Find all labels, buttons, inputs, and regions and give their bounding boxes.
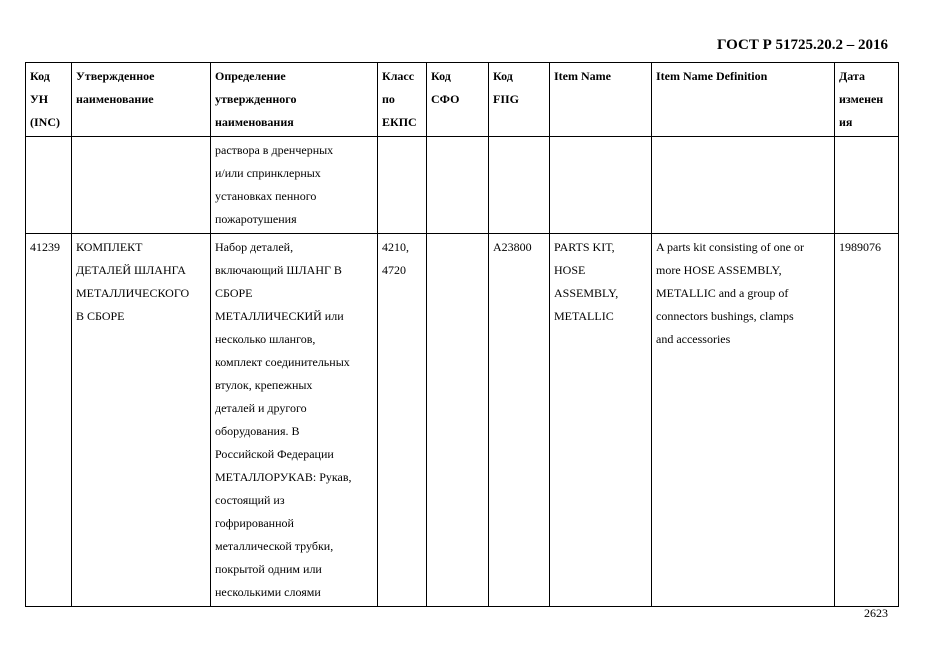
header-line: Определение xyxy=(215,69,286,83)
header-definition xyxy=(211,63,378,137)
header-line: ЕКПС xyxy=(382,115,417,129)
cell-line: гофрированной xyxy=(215,516,294,530)
header-line: наименования xyxy=(215,115,294,129)
cell-line: Российской Федерации xyxy=(215,447,334,461)
cell-line: more HOSE ASSEMBLY, xyxy=(656,263,782,277)
cell-line: несколько шлангов, xyxy=(215,332,316,346)
cell-line: Набор деталей, xyxy=(215,240,294,254)
cell-line: HOSE xyxy=(554,263,586,277)
cell-line: 4210, xyxy=(382,240,409,254)
header-line: по xyxy=(382,92,395,106)
cell-line: A23800 xyxy=(493,240,532,254)
cell-line: металлической трубки, xyxy=(215,539,334,553)
cell-line: и/или спринклерных xyxy=(215,166,321,180)
cell-line: пожаротушения xyxy=(215,212,297,226)
cell-line: ASSEMBLY, xyxy=(554,286,619,300)
cell-line: комплект соединительных xyxy=(215,355,350,369)
cell-line: несколькими слоями xyxy=(215,585,321,599)
cell-item-name xyxy=(550,234,652,607)
cell-line: раствора в дренчерных xyxy=(215,143,334,157)
header-fiig-code xyxy=(489,63,550,137)
cell-line: оборудования. В xyxy=(215,424,300,438)
cell-line: КОМПЛЕКТ xyxy=(76,240,143,254)
cell-item-name-definition xyxy=(652,137,835,234)
cell-line: МЕТАЛЛОРУКАВ: Рукав, xyxy=(215,470,352,484)
header-line: Item Name xyxy=(554,69,611,83)
cell-item-name-definition xyxy=(652,234,835,607)
cell-line: МЕТАЛЛИЧЕСКОГО xyxy=(76,286,190,300)
header-change-date xyxy=(835,63,899,137)
header-line: Код xyxy=(493,69,513,83)
table-row xyxy=(26,137,899,234)
header-ekps-class xyxy=(378,63,427,137)
document-standard-title: ГОСТ Р 51725.20.2 – 2016 xyxy=(716,37,888,53)
header-line: FIIG xyxy=(493,92,520,106)
cell-approved-name xyxy=(72,234,211,607)
header-inc xyxy=(26,63,72,137)
cell-sfo-code xyxy=(427,137,489,234)
table-row xyxy=(26,234,899,607)
table-header-row xyxy=(26,63,899,137)
header-line: Код xyxy=(30,69,50,83)
page-number: 2623 xyxy=(864,606,888,620)
cell-line: METALLIC and a group of xyxy=(656,286,789,300)
cell-line: установках пенного xyxy=(215,189,317,203)
cell-line: METALLIC xyxy=(554,309,614,323)
cell-inc xyxy=(26,234,72,607)
cell-line: СБОРЕ xyxy=(215,286,253,300)
cell-line: and accessories xyxy=(656,332,731,346)
cell-fiig-code xyxy=(489,137,550,234)
header-approved-name xyxy=(72,63,211,137)
header-line: Item Name Definition xyxy=(656,69,768,83)
header-sfo-code xyxy=(427,63,489,137)
cell-line: втулок, крепежных xyxy=(215,378,313,392)
cell-line: 1989076 xyxy=(839,240,881,254)
cell-definition xyxy=(211,234,378,607)
header-line: утвержденного xyxy=(215,92,297,106)
cell-ekps-class xyxy=(378,137,427,234)
cell-line: покрытой одним или xyxy=(215,562,322,576)
header-line: Код xyxy=(431,69,451,83)
cell-line: включающий ШЛАНГ В xyxy=(215,263,342,277)
cell-line: состоящий из xyxy=(215,493,285,507)
cell-change-date xyxy=(835,137,899,234)
cell-definition xyxy=(211,137,378,234)
cell-line: В СБОРЕ xyxy=(76,309,125,323)
cell-sfo-code xyxy=(427,234,489,607)
header-line: наименование xyxy=(76,92,154,106)
cell-line: PARTS KIT, xyxy=(554,240,615,254)
header-line: ия xyxy=(839,115,853,129)
header-line: УН xyxy=(30,92,49,106)
header-line: Класс xyxy=(382,69,415,83)
header-line: СФО xyxy=(431,92,460,106)
cell-line: деталей и другого xyxy=(215,401,307,415)
cell-line: connectors bushings, clamps xyxy=(656,309,794,323)
cell-approved-name xyxy=(72,137,211,234)
cell-item-name xyxy=(550,137,652,234)
header-line: Утвержденное xyxy=(76,69,155,83)
cell-line: МЕТАЛЛИЧЕСКИЙ или xyxy=(215,309,344,323)
cell-ekps-class xyxy=(378,234,427,607)
header-line: Дата xyxy=(839,69,865,83)
cell-line: 4720 xyxy=(382,263,406,277)
header-item-name xyxy=(550,63,652,137)
header-line: (INC) xyxy=(30,115,60,129)
header-item-name-definition xyxy=(652,63,835,137)
cell-line: ДЕТАЛЕЙ ШЛАНГА xyxy=(76,263,186,277)
cell-change-date xyxy=(835,234,899,607)
cell-line: A parts kit consisting of one or xyxy=(656,240,804,254)
cell-line: 41239 xyxy=(30,240,60,254)
nomenclature-table xyxy=(25,62,899,607)
cell-inc xyxy=(26,137,72,234)
header-line: изменен xyxy=(839,92,884,106)
cell-fiig-code xyxy=(489,234,550,607)
